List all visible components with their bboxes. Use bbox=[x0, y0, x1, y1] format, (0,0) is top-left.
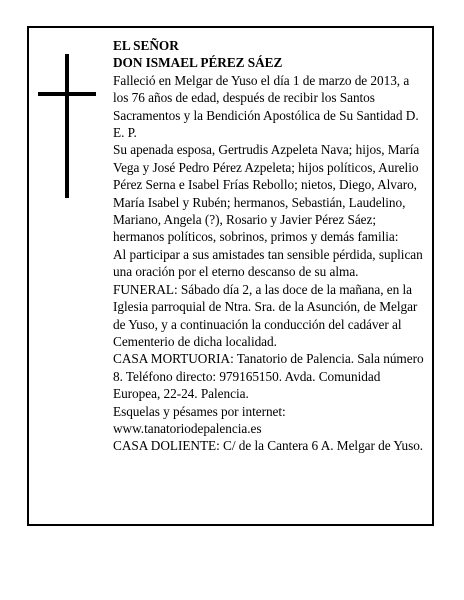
funeral-home-details: CASA MORTUORIA: Tanatorio de Palencia. Sala número 8. Teléfono directo: 979165150. Avda. Comunidad Europea, 22-24. Palencia. bbox=[113, 351, 424, 402]
family-list: Su apenada esposa, Gertrudis Azpeleta Nava; hijos, María Vega y José Pedro Pérez Azpeleta; hijos políticos, Aurelio Pérez Serna e Isabel Frías Rebollo; nietos, Diego, Alvaro, María Isabel y Rubén; hermanos, Sebastián, Laudelino, Mariano, Angela (?), Rosario y Javier Pérez Sáez; hermanos políticos, sobrinos, primos y demás familia: bbox=[113, 142, 420, 245]
family-home-address: CASA DOLIENTE: C/ de la Cantera 6 A. Melgar de Yuso. bbox=[113, 438, 424, 454]
heading-title: EL SEÑOR bbox=[113, 38, 179, 53]
cross-icon bbox=[38, 54, 96, 198]
death-announcement: Falleció en Melgar de Yuso el día 1 de marzo de 2013, a los 76 años de edad, después de recibir los Santos Sacramentos y la Bendición Apostólica de Su Santidad D. E. P. bbox=[113, 72, 419, 141]
obituary-text bbox=[113, 37, 425, 455]
deceased-name: DON ISMAEL PÉREZ SÁEZ bbox=[113, 55, 283, 71]
prayer-request: Al participar a sus amistades tan sensible pérdida, suplican una oración por el eterno descanso de su alma. bbox=[113, 246, 423, 280]
funeral-details: FUNERAL: Sábado día 2, a las doce de la mañana, en la Iglesia parroquial de Ntra. Sra. de la Asunción, de Melgar de Yuso, y a continuación la conducción del cadáver al Cementerio de dicha localidad. bbox=[113, 281, 418, 349]
cross-vertical-bar bbox=[65, 54, 69, 198]
cross-horizontal-bar bbox=[38, 92, 96, 96]
online-condolences: Esquelas y pésames por internet: www.tanatoriodepalencia.es bbox=[113, 403, 286, 436]
